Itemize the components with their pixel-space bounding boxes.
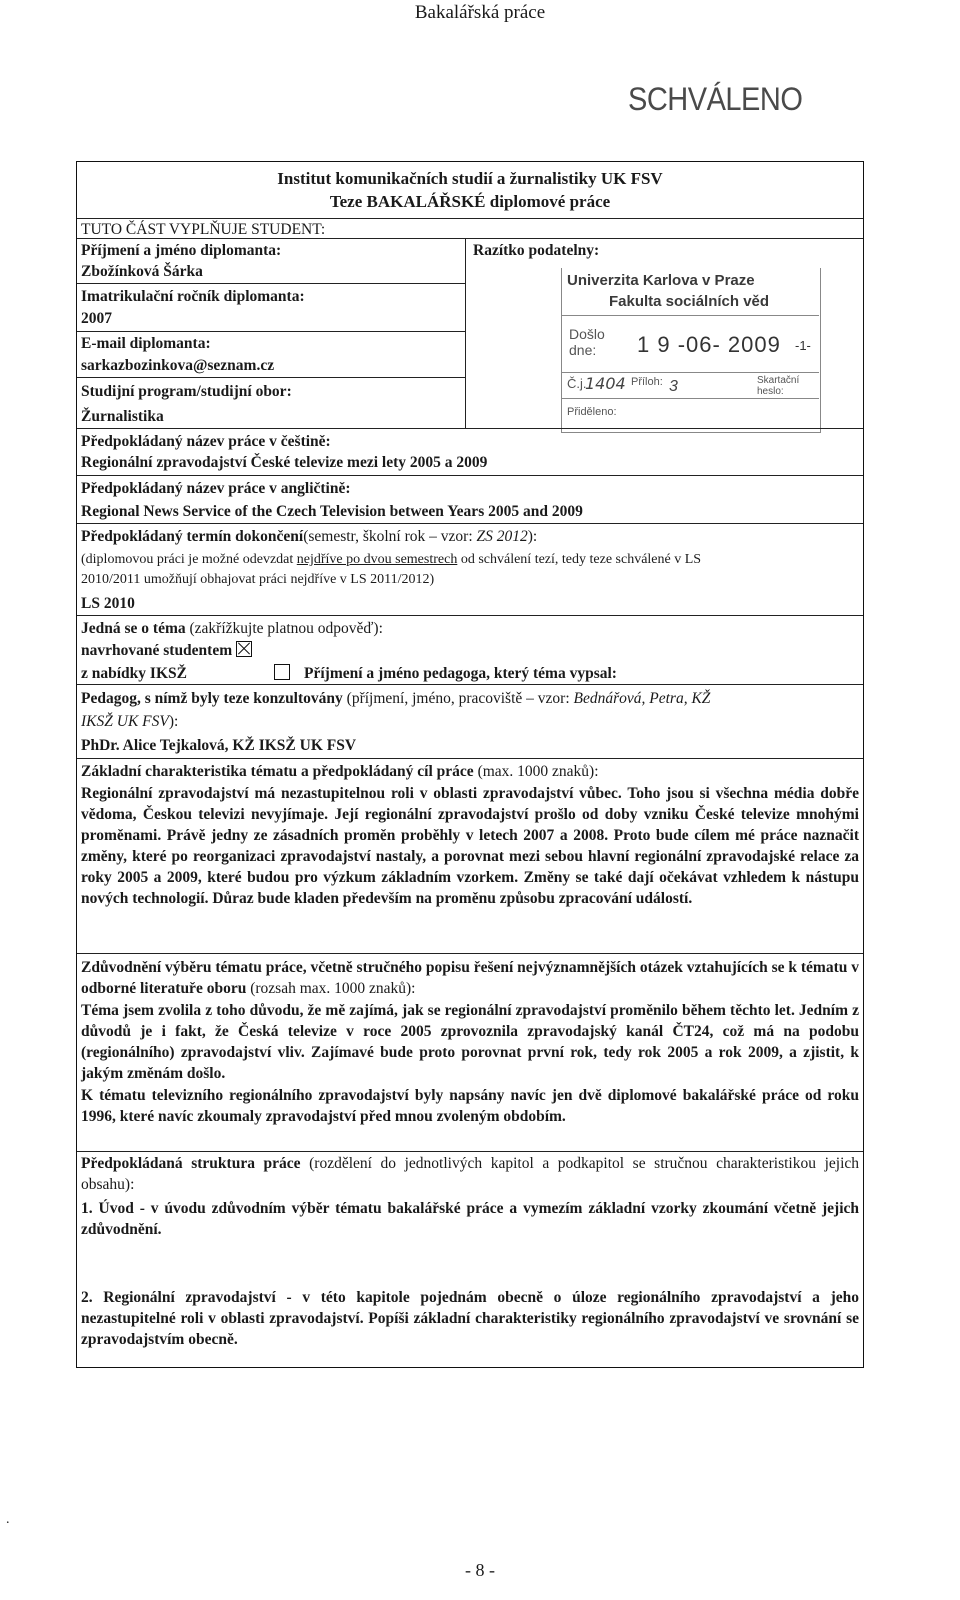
consult-hint-example-1: Bednářová, Petra, KŽ — [573, 690, 711, 707]
year-label: Imatrikulační ročník diplomanta: — [81, 288, 305, 305]
stamp-seq: -1- — [795, 338, 811, 353]
justification-hint: (rozsah max. 1000 znaků): — [246, 979, 416, 997]
english-title-label: Předpokládaný název práce v angličtině: — [81, 480, 351, 497]
thesis-heading: Teze BAKALÁŘSKÉ diplomové práce — [329, 192, 611, 211]
registry-stamp-label: Razítko podatelny: — [473, 242, 600, 259]
stamp-shred-label: Skartační — [757, 375, 800, 386]
program-value: Žurnalistika — [81, 408, 164, 425]
czech-title-label: Předpokládaný název práce v češtině: — [81, 433, 331, 450]
czech-title-value: Regionální zpravodajství České televize mezi lety 2005 a 2009 — [81, 454, 488, 471]
program-label: Studijní program/studijní obor: — [81, 383, 292, 400]
stray-mark: . — [6, 1512, 10, 1527]
student-section-label: TUTO ČÁST VYPLŇUJE STUDENT: — [81, 221, 326, 238]
english-title-value: Regional News Service of the Czech Television between Years 2005 and 2009 — [81, 503, 583, 520]
justification-label: Zdůvodnění výběru tématu práce, včetně stručného popisu řešení nejvýznamnějších otázek vztahujících se k tématu v odborné literatuře oboru — [81, 959, 859, 997]
stamp-received-label-2: dne: — [569, 342, 597, 358]
justification-text-1: Téma jsem zvolila z toho důvodu, že mě zajímá, jak se regionální zpravodajství proměnilo během těchto let. Jedním z důvodů je i fakt, že Česká televize v roce 2005 zprovoznila zpravodajský kanál ČT24, což má na podobu (regionálního) zpravodajství vliv. Zajímavé bude proto porovnat první rok, tedy rok 2005 a rok 2009, a zjistit, k jakým změnám došlo. — [81, 1002, 859, 1082]
deadline-hint-end: ): — [527, 528, 538, 545]
structure-item-1: 1. Úvod - v úvodu zdůvodním výběr tématu bakalářské práce a vymezím základní vzorky zkoumání včetně jejich zdůvodnění. — [81, 1200, 859, 1238]
stamp-ref-value: 1404 — [585, 374, 626, 393]
name-label: Příjmení a jméno diplomanta: — [81, 242, 282, 259]
consult-hint: (příjmení, jméno, pracoviště – vzor: — [342, 690, 574, 707]
justification-text-2: K tématu televizního regionálního zpravodajství byly napsány navíc jen dvě diplomové bakalářské práce od roku 1996, které navíc zkoumaly zpravodajství před mnou zvoleným obdobím. — [81, 1087, 859, 1125]
email-label: E-mail diplomanta: — [81, 335, 211, 352]
stamp-ref-label: Č.j. — [567, 376, 587, 391]
deadline-note-2: 2010/2011 umožňují obhajovat práci nejdříve v LS 2011/2012) — [81, 572, 435, 587]
stamp-attachments-label: Příloh: — [631, 376, 663, 388]
email-value: sarkazbozinkova@seznam.cz — [81, 357, 275, 374]
year-value: 2007 — [81, 310, 112, 327]
topic-opt1-label: navrhované studentem — [81, 642, 233, 659]
characteristics-hint: (max. 1000 znaků): — [473, 763, 599, 780]
approved-stamp: SCHVÁLENO — [628, 82, 803, 118]
page-number: - 8 - — [465, 1560, 495, 1580]
topic-option-iksz: z nabídky IKSŽ — [81, 665, 187, 682]
characteristics-text: Regionální zpravodajství má nezastupitelnou roli v oblasti zpravodajství vůbec. Toho jsou si všechna média dobře vědoma, Českou televizi nevyjímaje. Její regionální zpravodajství prošlo od doby vzniku České televize mnohými proměnami. Právě jedny ze zásadních proměn proběhly v letech 2007 a 2008. Proto bude cílem mé práce naznačit změny, které po reorganizaci zpravodajství nastaly, a porovnat mezi sebou hlavní regionální zpravodajské relace za roky 2005 a 2009, které budou pro výzkum základním vzorkem. Změny se také dají očekávat vzhledem k nástupu nových technologií. Důraz bude kladen především na proměnu způsobu zpracování událostí. — [81, 785, 859, 907]
stamp-university: Univerzita Karlova v Praze — [567, 272, 755, 289]
consult-hint-example-2: IKSŽ UK FSV — [81, 713, 169, 730]
consult-hint-end: ): — [168, 713, 179, 730]
thesis-form — [76, 161, 864, 1368]
institute-heading: Institut komunikačních studií a žurnalistiky UK FSV — [277, 169, 663, 188]
deadline-note-c: od schválení tezí, tedy teze schválené v LS — [457, 552, 702, 567]
name-value: Zbožínková Šárka — [81, 263, 203, 280]
stamp-attachments-value: 3 — [669, 378, 678, 395]
consult-value: PhDr. Alice Tejkalová, KŽ IKSŽ UK FSV — [81, 737, 357, 754]
justification-row — [77, 162, 863, 1152]
consult-label: Pedagog, s nímž byly teze konzultovány — [81, 690, 343, 707]
stamp-shred-label-2: heslo: — [757, 386, 784, 397]
structure-hint: (rozdělení do jednotlivých kapitol a podkapitol se stručnou charakteristikou jejich obsahu): — [81, 1155, 859, 1193]
page-header: Bakalářská práce — [414, 2, 546, 23]
stamp-faculty: Fakulta sociálních věd — [609, 293, 770, 310]
structure-item-2: 2. Regionální zpravodajství - v této kapitole pojednám obecně o úloze regionálního zpravodajství a jeho nezastupitelné roli v oblasti zpravodajství. Popíši základní charakteristiky regionálního zpravodajství ve srovnání se zpravodajstvím obecně. — [81, 1289, 859, 1348]
topic-hint: (zakřížkujte platnou odpověď): — [185, 620, 383, 637]
deadline-note-b: nejdříve po dvou semestrech — [296, 552, 458, 567]
stamp-date: 1 9 -06- 2009 — [637, 332, 781, 357]
stamp-received-label: Došlo — [569, 326, 605, 342]
topic-label: Jedná se o téma — [81, 620, 186, 637]
deadline-note-a: (diplomovou práci je možné odevzdat — [81, 552, 297, 567]
structure-label-block — [81, 1154, 859, 1196]
deadline-value: LS 2010 — [81, 595, 135, 612]
stamp-assigned-label: Přiděleno: — [567, 406, 617, 418]
topic-opt2-extra: Příjmení a jméno pedagoga, který téma vypsal: — [304, 665, 617, 682]
characteristics-label: Základní charakteristika tématu a předpokládaný cíl práce — [81, 763, 474, 780]
structure-label: Předpokládaná struktura práce — [81, 1155, 301, 1172]
deadline-hint-example: ZS 2012 — [476, 528, 528, 545]
deadline-label: Předpokládaný termín dokončení — [81, 528, 304, 545]
deadline-hint: (semestr, školní rok – vzor: — [303, 528, 477, 545]
